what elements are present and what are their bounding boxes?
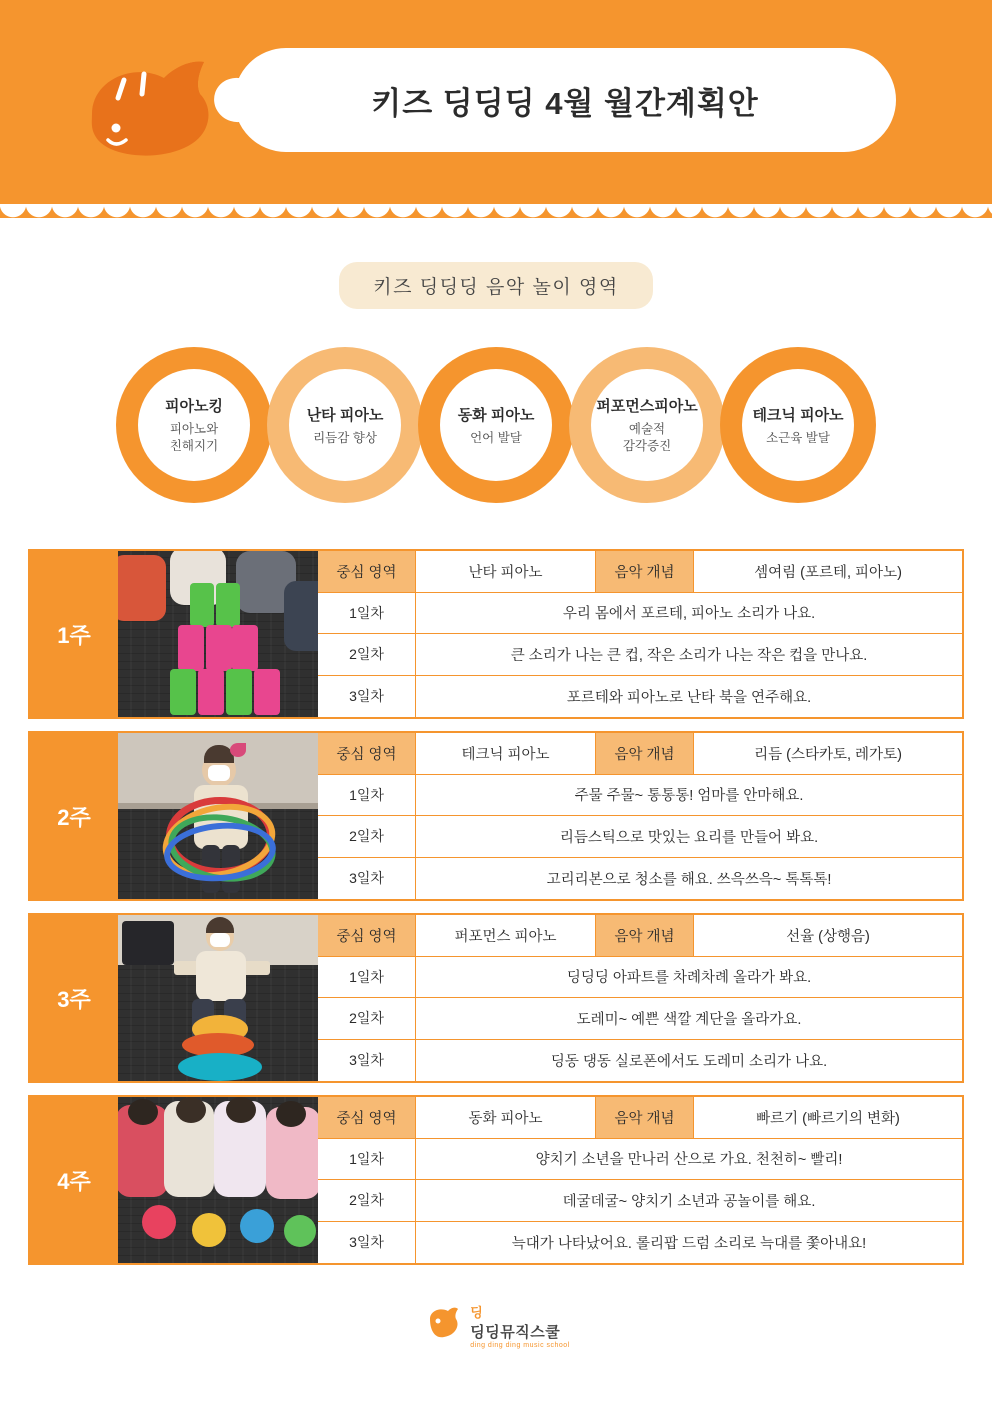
children-stacking-colorful-cups-photo xyxy=(118,551,318,717)
music-concept-value-4: 빠르기 (빠르기의 변화) xyxy=(756,1110,900,1127)
section-label-row xyxy=(0,262,992,309)
whale-icon xyxy=(72,44,222,174)
day2-value-4: 데굴데굴~ 양치기 소년과 공놀이를 해요. xyxy=(562,1193,816,1210)
week-number-3: 3주 xyxy=(30,915,118,1081)
focus-area-value-3: 퍼포먼스 피아노 xyxy=(416,915,596,956)
ring-inner-4 xyxy=(591,369,703,481)
focus-area-label-2: 중심 영역 xyxy=(318,733,416,774)
day3-label-1: 3일차 xyxy=(318,676,416,717)
day2-value-2: 리듬스틱으로 맛있는 요리를 만들어 봐요. xyxy=(559,829,819,846)
child-with-rainbow-ribbon-hoop-photo xyxy=(118,733,318,899)
day3-value-2: 고리리본으로 청소를 해요. 쓰윽쓰윽~ 톡톡톡! xyxy=(546,871,832,888)
logo-text-block xyxy=(470,1302,570,1349)
ring-sub-3: 언어 발달 xyxy=(470,430,522,445)
week-row-1 xyxy=(28,549,964,719)
ring-item-5 xyxy=(720,347,876,503)
ring-item-1 xyxy=(116,347,272,503)
day1-label-4: 1일차 xyxy=(318,1139,416,1180)
week-3-day2-row xyxy=(318,998,962,1040)
focus-area-value-1: 난타 피아노 xyxy=(416,551,596,592)
wave-divider xyxy=(0,204,992,230)
day2-label-2: 2일차 xyxy=(318,816,416,857)
logo-line-2: 딩딩뮤직스쿨 xyxy=(470,1323,561,1341)
focus-area-label-3: 중심 영역 xyxy=(318,915,416,956)
week-1-day1-row xyxy=(318,593,962,635)
week-photo-2 xyxy=(118,733,318,899)
logo-line-1: 딩 xyxy=(470,1304,484,1320)
ring-title-5: 테크닉 피아노 xyxy=(752,406,844,424)
ring-sub-4: 예술적 감각증진 xyxy=(622,422,672,453)
day1-label-2: 1일차 xyxy=(318,775,416,816)
day1-value-3: 딩딩딩 아파트를 차례차례 올라가 봐요. xyxy=(566,970,812,987)
music-concept-label-3: 음악 개념 xyxy=(596,915,694,956)
week-photo-1 xyxy=(118,551,318,717)
week-photo-4 xyxy=(118,1097,318,1263)
focus-area-label-4: 중심 영역 xyxy=(318,1097,416,1138)
week-4-header-row xyxy=(318,1097,962,1139)
footer-logo xyxy=(0,1277,992,1373)
weekly-plan-table xyxy=(28,549,964,1265)
ring-inner-1 xyxy=(138,369,250,481)
week-4-day2-row xyxy=(318,1180,962,1222)
week-rows-2 xyxy=(318,733,962,899)
week-1-header-row xyxy=(318,551,962,593)
child-stepping-on-colored-stepping-stones-photo xyxy=(118,915,318,1081)
day3-value-4: 늑대가 나타났어요. 롤리팝 드럼 소리로 늑대를 쫓아내요! xyxy=(511,1235,867,1252)
week-1-day3-row xyxy=(318,676,962,717)
week-3-day3-row xyxy=(318,1040,962,1081)
day3-value-3: 딩동 댕동 실로폰에서도 도레미 소리가 나요. xyxy=(550,1053,828,1070)
week-4-day3-row xyxy=(318,1222,962,1263)
week-number-1: 1주 xyxy=(30,551,118,717)
week-3-day1-row xyxy=(318,957,962,999)
ring-item-3 xyxy=(418,347,574,503)
day1-value-1: 우리 몸에서 포르테, 피아노 소리가 나요. xyxy=(562,606,816,623)
ring-inner-2 xyxy=(289,369,401,481)
focus-area-label-1: 중심 영역 xyxy=(318,551,416,592)
day3-label-2: 3일차 xyxy=(318,858,416,899)
music-concept-value-2: 리듬 (스타카토, 레가토) xyxy=(754,746,902,763)
week-row-2 xyxy=(28,731,964,901)
ring-sub-2: 리듬감 향상 xyxy=(313,430,377,445)
week-3-header-row xyxy=(318,915,962,957)
music-play-area-rings xyxy=(116,335,876,515)
day2-label-4: 2일차 xyxy=(318,1180,416,1221)
day3-value-1: 포르테와 피아노로 난타 북을 연주해요. xyxy=(566,689,812,706)
section-label: 키즈 딩딩딩 음악 놀이 영역 xyxy=(339,262,653,309)
day1-label-1: 1일차 xyxy=(318,593,416,634)
day2-label-3: 2일차 xyxy=(318,998,416,1039)
focus-area-value-4: 동화 피아노 xyxy=(416,1097,596,1138)
ring-title-3: 동화 피아노 xyxy=(457,406,535,424)
week-2-header-row xyxy=(318,733,962,775)
week-2-day1-row xyxy=(318,775,962,817)
logo-line-3: ding ding ding music school xyxy=(470,1341,570,1349)
ring-title-2: 난타 피아노 xyxy=(306,406,384,424)
day1-value-4: 양치기 소년을 만나러 산으로 가요. 천천히~ 빨리! xyxy=(535,1152,843,1169)
ring-sub-1: 피아노와 친해지기 xyxy=(169,422,219,453)
ring-item-2 xyxy=(267,347,423,503)
week-rows-3 xyxy=(318,915,962,1081)
ding-ding-ding-logo-icon xyxy=(422,1303,462,1347)
day3-label-4: 3일차 xyxy=(318,1222,416,1263)
ring-inner-5 xyxy=(742,369,854,481)
ring-item-4 xyxy=(569,347,725,503)
week-2-day3-row xyxy=(318,858,962,899)
week-number-2: 2주 xyxy=(30,733,118,899)
focus-area-value-2: 테크닉 피아노 xyxy=(416,733,596,774)
music-concept-label-2: 음악 개념 xyxy=(596,733,694,774)
ring-sub-5: 소근육 발달 xyxy=(766,430,830,445)
music-concept-value-3: 선율 (상행음) xyxy=(786,928,870,945)
day2-value-3: 도레미~ 예쁜 색깔 계단을 올라가요. xyxy=(576,1011,802,1028)
week-rows-1 xyxy=(318,551,962,717)
week-4-day1-row xyxy=(318,1139,962,1181)
day3-label-3: 3일차 xyxy=(318,1040,416,1081)
ring-title-1: 피아노킹 xyxy=(165,398,223,416)
ring-title-4: 퍼포먼스피아노 xyxy=(596,398,698,416)
music-concept-value-1: 셈여림 (포르테, 피아노) xyxy=(754,564,902,581)
day1-value-2: 주물 주물~ 통통통! 엄마를 안마해요. xyxy=(574,788,804,805)
week-2-day2-row xyxy=(318,816,962,858)
day2-value-1: 큰 소리가 나는 큰 컵, 작은 소리가 나는 작은 컵을 만나요. xyxy=(510,647,868,664)
week-rows-4 xyxy=(318,1097,962,1263)
week-1-day2-row xyxy=(318,634,962,676)
day1-label-3: 1일차 xyxy=(318,957,416,998)
children-with-lollipop-drums-photo xyxy=(118,1097,318,1263)
week-row-4 xyxy=(28,1095,964,1265)
day2-label-1: 2일차 xyxy=(318,634,416,675)
week-photo-3 xyxy=(118,915,318,1081)
page-title: 키즈 딩딩딩 4월 월간계획안 xyxy=(371,85,759,121)
music-concept-label-1: 음악 개념 xyxy=(596,551,694,592)
page-header xyxy=(0,0,992,218)
week-number-4: 4주 xyxy=(30,1097,118,1263)
ring-inner-3 xyxy=(440,369,552,481)
week-row-3 xyxy=(28,913,964,1083)
music-concept-label-4: 음악 개념 xyxy=(596,1097,694,1138)
